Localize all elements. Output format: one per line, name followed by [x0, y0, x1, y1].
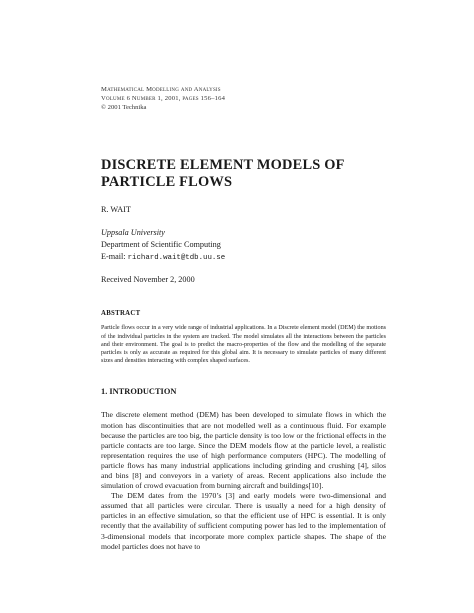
- paper-title-line-2: PARTICLE FLOWS: [101, 174, 233, 191]
- abstract-text: Particle flows occur in a very wide range of industrial applications. In a Discrete element model (DEM) the motions of the individual particles in the system are tracked. The model simulates all the interactions between the particles and their environment. The goal is to predict the macro-properties of the flow and the modelling of the separate particles is only as accurate as required for this global aim. It is necessary to simulate particles of many different sizes and densities interacting with complex shaped surfaces.: [101, 325, 386, 365]
- affiliation-email: [101, 252, 386, 263]
- paper-title: [101, 157, 386, 191]
- email-address[interactable]: richard.wait@tdb.uu.se: [127, 254, 226, 263]
- affiliation-university: Uppsala University: [101, 228, 165, 238]
- journal-copyright: [101, 104, 386, 113]
- affiliation-department: Department of Scientific Computing: [101, 240, 221, 250]
- author-name: R. WAIT: [101, 205, 131, 215]
- journal-name: Mathematical Modelling and Analysis: [101, 86, 221, 93]
- copyright-text: 2001 Technika: [107, 103, 147, 111]
- paper-title-line-1: DISCRETE ELEMENT MODELS OF: [101, 157, 345, 174]
- journal-volume: Volume 6 Number 1, 2001, pages 156–164: [101, 94, 226, 102]
- introduction-heading: 1. INTRODUCTION: [101, 387, 177, 397]
- paper-page: [101, 86, 386, 552]
- email-label: E-mail:: [101, 252, 128, 262]
- copyright-symbol: ©: [101, 103, 107, 111]
- received-date: Received November 2, 2000: [101, 275, 195, 285]
- abstract-heading: ABSTRACT: [101, 310, 141, 318]
- introduction-paragraph-2: The DEM dates from the 1970’s [3] and early models were two-dimensional and assumed that all particles were circular. There is usually a need for a high density of particles in an effective simulation, so that the efficient use of HPC is essential. It is only recently that the availability of sufficient computing power has led to the implementation of 3-dimensional models that incorporate more complex particle shapes. The shape of the model particles does not have to: [101, 491, 386, 551]
- introduction-paragraph-1: The discrete element method (DEM) has been developed to simulate flows in which the motion has discontinuities that are not modelled well as a continuous fluid. For example because the particles are too big, the particle density is too low or the frictional effects in the particle contacts are too large. Since the DEM models flow at the particle level, a realistic representation requires the use of high performance computers (HPC). The modelling of particle flows has many industrial applications including grinding and crushing [4], silos and bins [8] and conveyors in a variety of areas. Recent applications also include the simulation of crowd evacuation from burning aircraft and buildings[10].: [101, 410, 386, 491]
